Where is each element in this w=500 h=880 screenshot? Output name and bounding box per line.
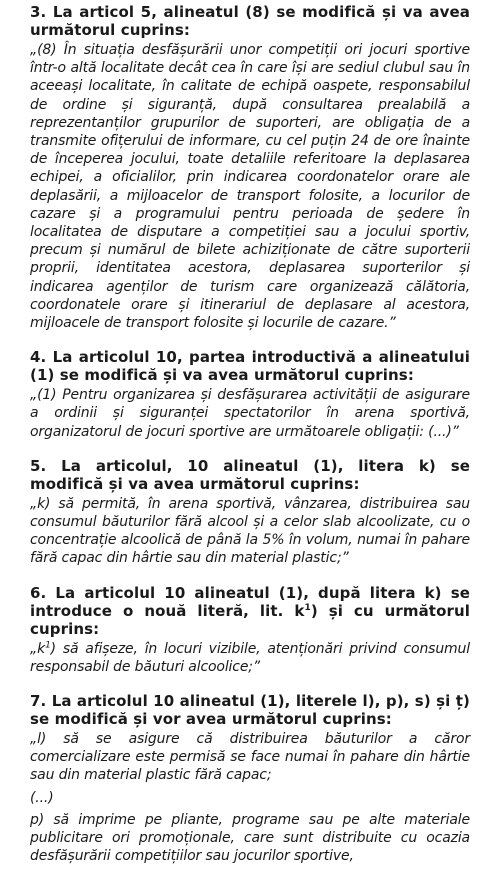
paragraph-text: ) să afișeze, în locuri vizibile, atenționări privind consumul responsabil de băuturi alcoolice;” <box>30 640 470 675</box>
section-paragraph <box>30 640 470 676</box>
heading-text: 6. La articolul 10 alineatul (1), după litera k) se introduce o nouă literă, lit. k <box>30 583 470 620</box>
section-7 <box>30 692 470 865</box>
section-paragraph: p) să imprime pe pliante, programe sau pe alte materiale publicitare ori promoționale, care sunt distribuite cu ocazia desfășurării competițiilor sau jocurilor sportive, <box>30 811 470 865</box>
section-heading: 4. La articolul 10, partea introductivă a alineatului (1) se modifică și va avea următorul cuprins: <box>30 348 470 385</box>
section-paragraph: (...) <box>30 789 54 806</box>
section-paragraph: „(1) Pentru organizarea și desfășurarea activității de asigurare a ordinii și siguranței spectatorilor în arena sportivă, organizatorul de jocuri sportive are următoarele obligații: (...)” <box>30 387 470 440</box>
section-5 <box>30 457 470 568</box>
section-heading: 7. La articolul 10 alineatul (1), literele l), p), s) și ț) se modifică și vor avea următorul cuprins: <box>30 692 470 729</box>
section-paragraph: „l) să se asigure că distribuirea băuturilor a căror comercializare este permisă se face numai în pahare din hârtie sau din material plastic fără capac; <box>30 731 470 784</box>
section-6 <box>30 584 470 676</box>
heading-text: ) și cu următorul cuprins: <box>30 601 470 638</box>
section-paragraph: „k) să permită, în arena sportivă, vânzarea, distribuirea sau consumul băuturilor fără alcool și a celor slab alcoolizate, cu o concentrație alcoolică de până la 5% în volum, numai în pahare fără capac din hârtie sau din material plastic;” <box>30 495 470 567</box>
section-paragraph: „(8) În situația desfășurării unor competiții ori jocuri sportive într-o altă localitate decât cea în care își are sediul clubul sau în aceeași localitate, în calitate de echipă oaspete, responsabilul de ordine și siguranță, după consultarea prealabilă a reprezentanților grupurilor de suporteri, are obligația de a transmite ofițerului de informare, cu cel puțin 24 de ore înainte de începerea jocului, toate detaliile referitoare la deplasarea echipei, a oficialilor, prin indicarea coordonatelor orare ale deplasării, a mijloacelor de transport folosite, a locurilor de cazare și a programului pentru perioada de ședere în localitatea de disputare a competiției sau a jocului sportiv, precum și numărul de bilete achiziționate de către suporterii proprii, identitatea acestora, deplasarea suporterilor și indicarea agenților de turism care organizează călătoria, coordonatele orare și itinerariul de deplasare al acestora, mijloacele de transport folosite și locurile de cazare.” <box>30 42 470 332</box>
section-4 <box>30 348 470 441</box>
paragraph-text: „k <box>30 640 46 657</box>
section-3 <box>30 3 470 332</box>
superscript: 1 <box>304 602 311 613</box>
section-heading: 5. La articolul, 10 alineatul (1), litera k) se modifică și va avea următorul cuprins: <box>30 456 470 493</box>
section-heading: 3. La articol 5, alineatul (8) se modifică și va avea următorul cuprins: <box>30 3 470 39</box>
superscript: 1 <box>45 640 51 651</box>
section-heading <box>30 584 470 638</box>
